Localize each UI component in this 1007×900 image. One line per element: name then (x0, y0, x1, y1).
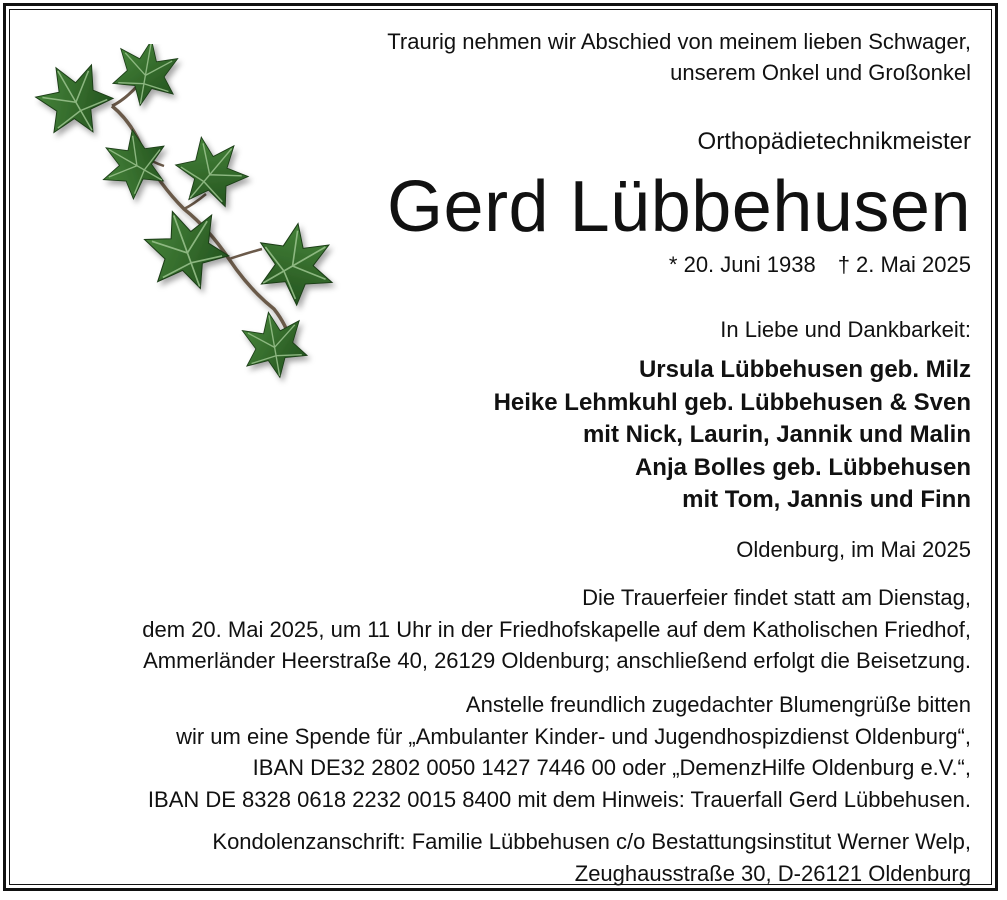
ivy-branch-icon (34, 44, 344, 394)
mourner-line: mit Nick, Laurin, Jannik und Malin (582, 421, 971, 448)
mourner-line: Anja Bolles geb. Lübbehusen (634, 453, 971, 481)
mourner-line: Heike Lehmkuhl geb. Lübbehusen & Sven (493, 388, 971, 416)
donation-line: Anstelle freundlich zugedachter Blumengrüße bitten (465, 692, 971, 717)
mourners-list (494, 354, 971, 517)
intro-line: unserem Onkel und Großonkel (670, 60, 971, 85)
life-dates (669, 249, 971, 281)
condolence-line: Kondolenzanschrift: Familie Lübbehusen c/o Bestattungsinstitut Werner Welp, (212, 829, 971, 854)
ceremony-line: Ammerländer Heerstraße 40, 26129 Oldenburg; anschließend erfolgt die Beisetzung. (143, 648, 971, 673)
deceased-name: Gerd Lübbehusen (387, 167, 971, 247)
mourner-line: Ursula Lübbehusen geb. Milz (638, 356, 971, 383)
ceremony-line: dem 20. Mai 2025, um 11 Uhr in der Friedhofskapelle auf dem Katholischen Friedhof, (142, 616, 971, 642)
donation-info (148, 689, 971, 815)
obituary-frame (3, 3, 998, 891)
profession: Orthopädietechnikmeister (697, 128, 971, 155)
ceremony-line: Die Trauerfeier findet statt am Dienstag, (582, 585, 971, 610)
donation-line: IBAN DE32 2802 0050 1427 7446 00 oder „DemenzHilfe Oldenburg e.V.“, (252, 755, 971, 780)
intro-line: Traurig nehmen wir Abschied von meinem lieben Schwager, (387, 29, 971, 54)
condolence-address (212, 826, 971, 889)
thanks-line: In Liebe und Dankbarkeit: (720, 317, 971, 342)
ceremony-info (142, 582, 971, 677)
condolence-line: Zeughausstraße 30, D-26121 Oldenburg (574, 860, 971, 886)
donation-line: IBAN DE 8328 0618 2232 0015 8400 mit dem Hinweis: Trauerfall Gerd Lübbehusen. (147, 786, 971, 812)
donation-line: wir um eine Spende für „Ambulanter Kinder- und Jugendhospizdienst Oldenburg“, (176, 723, 971, 749)
death-date: † 2. Mai 2025 (837, 252, 971, 277)
birth-date: * 20. Juni 1938 (668, 252, 816, 277)
mourner-line: mit Tom, Jannis und Finn (682, 486, 971, 513)
intro-text (387, 26, 971, 88)
place-date: Oldenburg, im Mai 2025 (736, 537, 971, 562)
